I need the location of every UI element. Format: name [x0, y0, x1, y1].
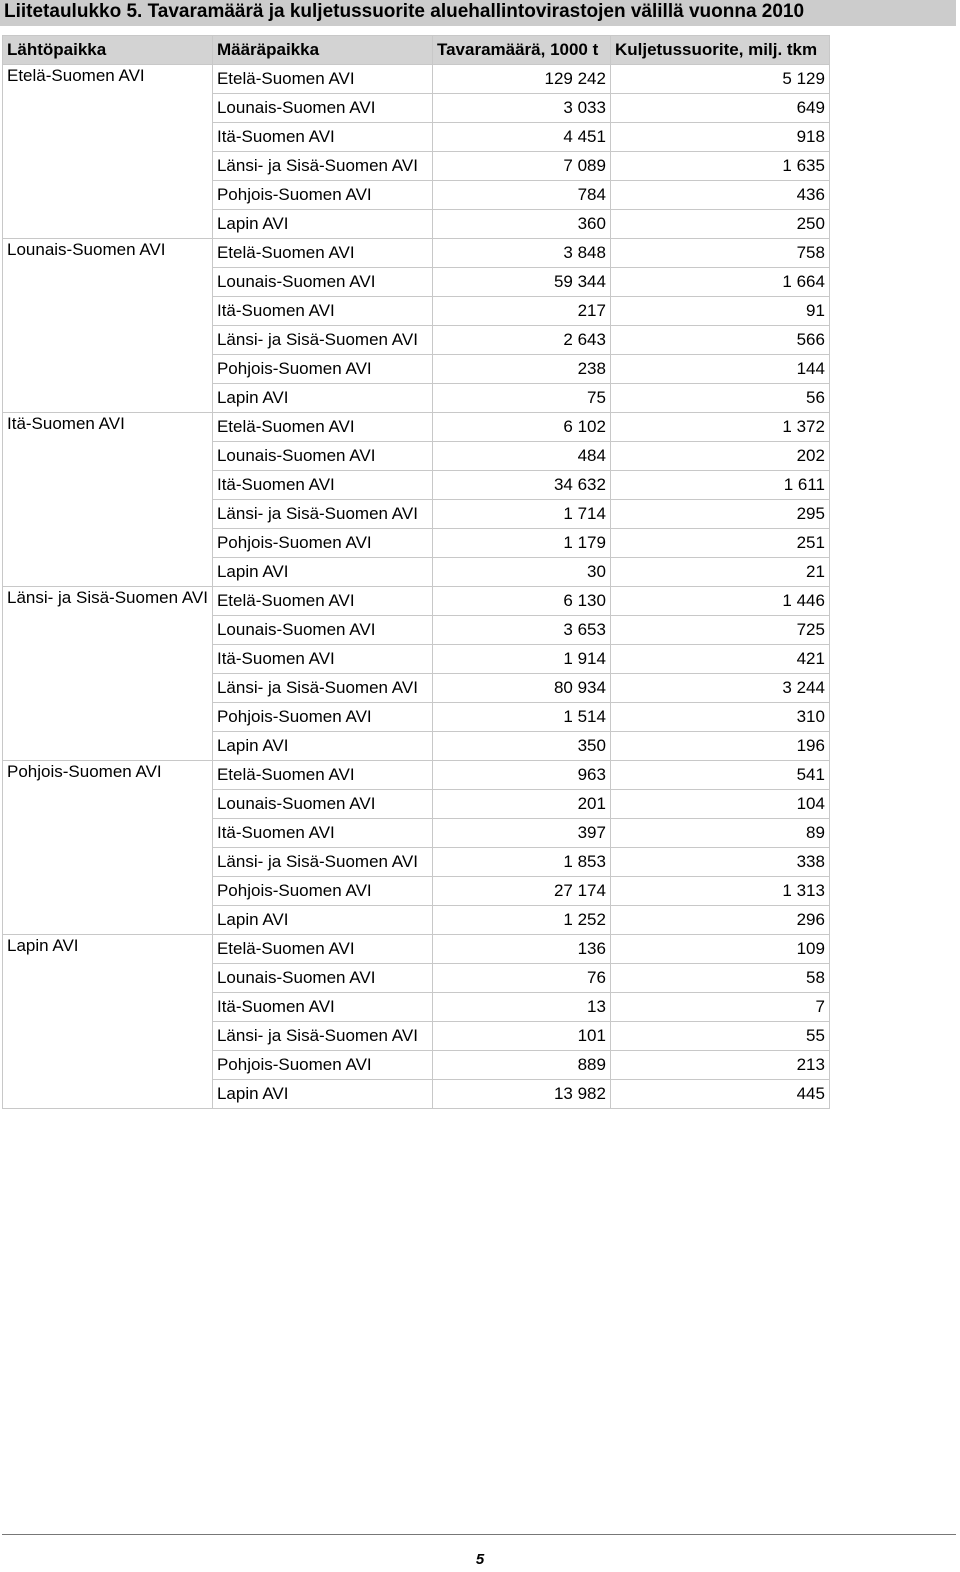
transport-performance-cell: 5 129: [610, 65, 829, 94]
destination-cell: Länsi- ja Sisä-Suomen AVI: [212, 848, 432, 877]
tonnage-cell: 3 653: [432, 616, 610, 645]
destination-cell: Lapin AVI: [212, 384, 432, 413]
transport-performance-cell: 1 611: [610, 471, 829, 500]
tonnage-cell: 1 914: [432, 645, 610, 674]
origin-cell: Lounais-Suomen AVI: [3, 239, 213, 413]
transport-performance-cell: 541: [610, 761, 829, 790]
destination-cell: Lounais-Suomen AVI: [212, 94, 432, 123]
tonnage-cell: 3 848: [432, 239, 610, 268]
destination-cell: Itä-Suomen AVI: [212, 819, 432, 848]
destination-cell: Lounais-Suomen AVI: [212, 790, 432, 819]
destination-cell: Länsi- ja Sisä-Suomen AVI: [212, 152, 432, 181]
tonnage-cell: 76: [432, 964, 610, 993]
tonnage-cell: 201: [432, 790, 610, 819]
header-destination: Määräpaikka: [212, 36, 432, 65]
origin-cell: Lapin AVI: [3, 935, 213, 1109]
tonnage-cell: 217: [432, 297, 610, 326]
tonnage-cell: 7 089: [432, 152, 610, 181]
header-transport-performance: Kuljetussuorite, milj. tkm: [610, 36, 829, 65]
origin-cell: Itä-Suomen AVI: [3, 413, 213, 587]
transport-performance-cell: 649: [610, 94, 829, 123]
destination-cell: Pohjois-Suomen AVI: [212, 1051, 432, 1080]
tonnage-cell: 101: [432, 1022, 610, 1051]
header-row: [3, 36, 830, 65]
destination-cell: Etelä-Suomen AVI: [212, 587, 432, 616]
tonnage-cell: 136: [432, 935, 610, 964]
tonnage-cell: 6 102: [432, 413, 610, 442]
destination-cell: Etelä-Suomen AVI: [212, 413, 432, 442]
transport-performance-cell: 1 664: [610, 268, 829, 297]
destination-cell: Pohjois-Suomen AVI: [212, 529, 432, 558]
origin-cell: Pohjois-Suomen AVI: [3, 761, 213, 935]
table-row: [3, 761, 830, 790]
tonnage-cell: 1 252: [432, 906, 610, 935]
transport-performance-cell: 250: [610, 210, 829, 239]
header-tonnage: Tavaramäärä, 1000 t: [432, 36, 610, 65]
origin-cell: Länsi- ja Sisä-Suomen AVI: [3, 587, 213, 761]
transport-performance-cell: 566: [610, 326, 829, 355]
tonnage-cell: 484: [432, 442, 610, 471]
freight-table: [2, 35, 830, 1109]
destination-cell: Pohjois-Suomen AVI: [212, 877, 432, 906]
transport-performance-cell: 918: [610, 123, 829, 152]
tonnage-cell: 27 174: [432, 877, 610, 906]
transport-performance-cell: 758: [610, 239, 829, 268]
destination-cell: Lounais-Suomen AVI: [212, 268, 432, 297]
destination-cell: Lapin AVI: [212, 732, 432, 761]
page-number: 5: [475, 1551, 485, 1568]
transport-performance-cell: 296: [610, 906, 829, 935]
tonnage-cell: 129 242: [432, 65, 610, 94]
tonnage-cell: 75: [432, 384, 610, 413]
tonnage-cell: 1 514: [432, 703, 610, 732]
transport-performance-cell: 58: [610, 964, 829, 993]
transport-performance-cell: 445: [610, 1080, 829, 1109]
transport-performance-cell: 7: [610, 993, 829, 1022]
tonnage-cell: 6 130: [432, 587, 610, 616]
destination-cell: Länsi- ja Sisä-Suomen AVI: [212, 500, 432, 529]
tonnage-cell: 34 632: [432, 471, 610, 500]
transport-performance-cell: 1 372: [610, 413, 829, 442]
tonnage-cell: 1 714: [432, 500, 610, 529]
header-origin: Lähtöpaikka: [3, 36, 213, 65]
transport-performance-cell: 310: [610, 703, 829, 732]
transport-performance-cell: 3 244: [610, 674, 829, 703]
destination-cell: Itä-Suomen AVI: [212, 297, 432, 326]
transport-performance-cell: 295: [610, 500, 829, 529]
tonnage-cell: 238: [432, 355, 610, 384]
destination-cell: Lapin AVI: [212, 558, 432, 587]
transport-performance-cell: 338: [610, 848, 829, 877]
destination-cell: Lapin AVI: [212, 210, 432, 239]
destination-cell: Itä-Suomen AVI: [212, 123, 432, 152]
destination-cell: Etelä-Suomen AVI: [212, 239, 432, 268]
destination-cell: Länsi- ja Sisä-Suomen AVI: [212, 326, 432, 355]
tonnage-cell: 963: [432, 761, 610, 790]
destination-cell: Etelä-Suomen AVI: [212, 935, 432, 964]
transport-performance-cell: 1 446: [610, 587, 829, 616]
transport-performance-cell: 196: [610, 732, 829, 761]
table-row: [3, 239, 830, 268]
tonnage-cell: 13 982: [432, 1080, 610, 1109]
tonnage-cell: 59 344: [432, 268, 610, 297]
transport-performance-cell: 202: [610, 442, 829, 471]
table-title: Liitetaulukko 5. Tavaramäärä ja kuljetussuorite aluehallintovirastojen välillä vuonna 2010: [0, 0, 956, 26]
tonnage-cell: 889: [432, 1051, 610, 1080]
destination-cell: Etelä-Suomen AVI: [212, 65, 432, 94]
transport-performance-cell: 21: [610, 558, 829, 587]
tonnage-cell: 1 179: [432, 529, 610, 558]
transport-performance-cell: 144: [610, 355, 829, 384]
tonnage-cell: 4 451: [432, 123, 610, 152]
transport-performance-cell: 89: [610, 819, 829, 848]
tonnage-cell: 3 033: [432, 94, 610, 123]
destination-cell: Pohjois-Suomen AVI: [212, 355, 432, 384]
transport-performance-cell: 104: [610, 790, 829, 819]
footer-divider: [2, 1534, 956, 1535]
transport-performance-cell: 91: [610, 297, 829, 326]
destination-cell: Lapin AVI: [212, 1080, 432, 1109]
table-row: [3, 587, 830, 616]
transport-performance-cell: 251: [610, 529, 829, 558]
transport-performance-cell: 213: [610, 1051, 829, 1080]
tonnage-cell: 30: [432, 558, 610, 587]
destination-cell: Etelä-Suomen AVI: [212, 761, 432, 790]
transport-performance-cell: 109: [610, 935, 829, 964]
destination-cell: Lounais-Suomen AVI: [212, 616, 432, 645]
origin-cell: Etelä-Suomen AVI: [3, 65, 213, 239]
tonnage-cell: 2 643: [432, 326, 610, 355]
tonnage-cell: 1 853: [432, 848, 610, 877]
tonnage-cell: 360: [432, 210, 610, 239]
transport-performance-cell: 725: [610, 616, 829, 645]
destination-cell: Lounais-Suomen AVI: [212, 964, 432, 993]
table-row: [3, 935, 830, 964]
destination-cell: Itä-Suomen AVI: [212, 993, 432, 1022]
tonnage-cell: 80 934: [432, 674, 610, 703]
table-row: [3, 65, 830, 94]
tonnage-cell: 784: [432, 181, 610, 210]
destination-cell: Länsi- ja Sisä-Suomen AVI: [212, 674, 432, 703]
transport-performance-cell: 1 635: [610, 152, 829, 181]
transport-performance-cell: 1 313: [610, 877, 829, 906]
destination-cell: Lapin AVI: [212, 906, 432, 935]
destination-cell: Länsi- ja Sisä-Suomen AVI: [212, 1022, 432, 1051]
table-body: [3, 65, 830, 1109]
tonnage-cell: 13: [432, 993, 610, 1022]
tonnage-cell: 397: [432, 819, 610, 848]
table-row: [3, 413, 830, 442]
destination-cell: Itä-Suomen AVI: [212, 471, 432, 500]
destination-cell: Pohjois-Suomen AVI: [212, 181, 432, 210]
transport-performance-cell: 436: [610, 181, 829, 210]
destination-cell: Lounais-Suomen AVI: [212, 442, 432, 471]
destination-cell: Pohjois-Suomen AVI: [212, 703, 432, 732]
transport-performance-cell: 421: [610, 645, 829, 674]
destination-cell: Itä-Suomen AVI: [212, 645, 432, 674]
tonnage-cell: 350: [432, 732, 610, 761]
transport-performance-cell: 55: [610, 1022, 829, 1051]
transport-performance-cell: 56: [610, 384, 829, 413]
